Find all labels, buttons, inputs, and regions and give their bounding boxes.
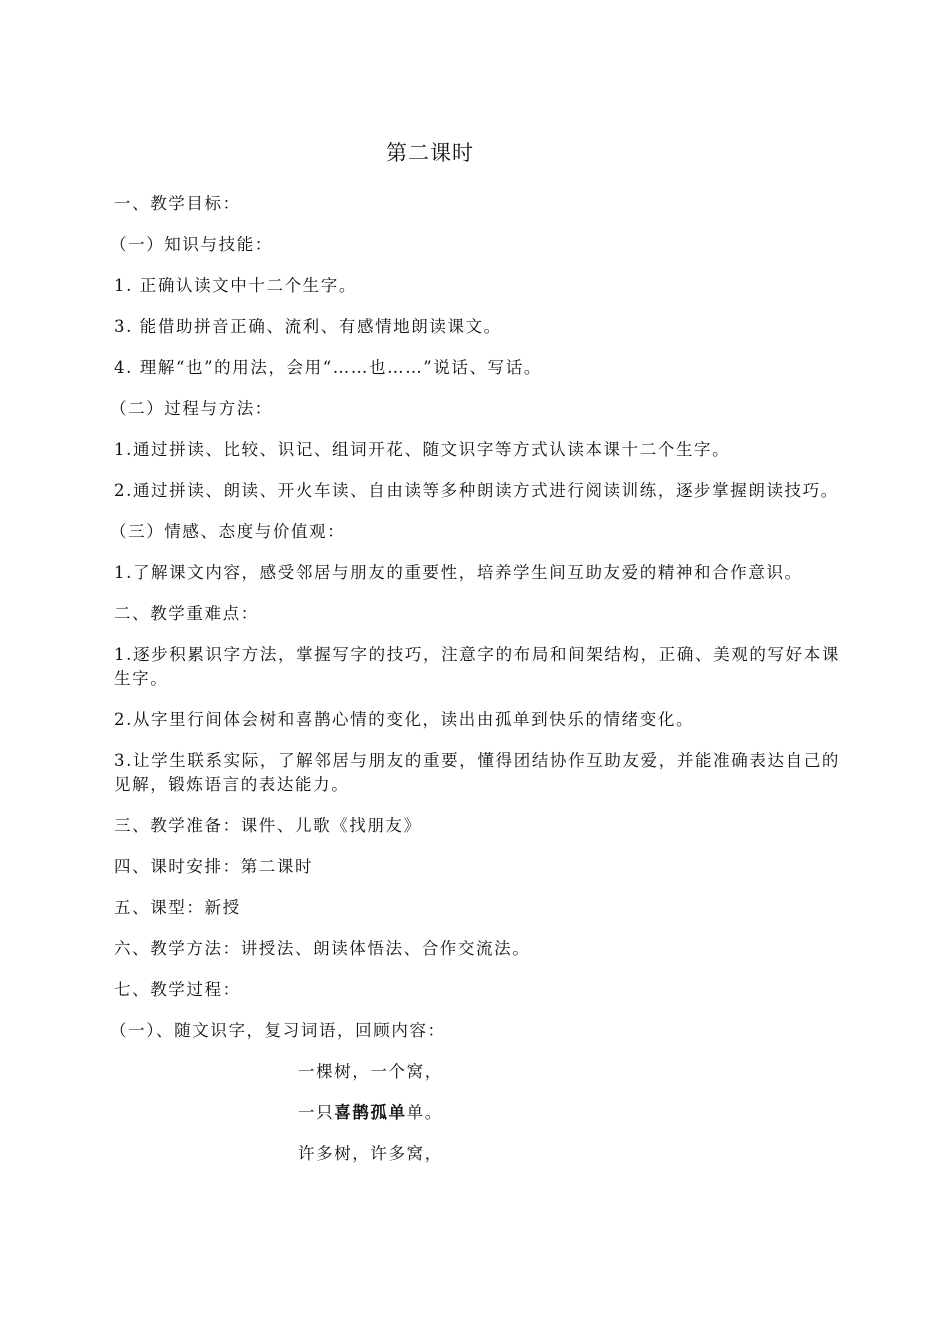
- process-item: 2.通过拼读、朗读、开火车读、自由读等多种朗读方式进行阅读训练，逐步掌握朗读技巧。: [114, 481, 839, 500]
- emotion-item: 1.了解课文内容，感受邻居与朋友的重要性，培养学生间互助友爱的精神和合作意识。: [114, 563, 803, 582]
- page-title: 第二课时: [386, 141, 474, 165]
- subsection-heading-process: （二）过程与方法：: [110, 399, 273, 418]
- key-point-item: 1.逐步积累识字方法，掌握写字的技巧，注意字的布局和间架结构，正确、美观的写好本课生字。: [114, 645, 840, 688]
- section-heading-preparation: 三、教学准备：课件、儿歌《找朋友》: [114, 816, 422, 835]
- key-point-item: 3.让学生联系实际，了解邻居与朋友的重要，懂得团结协作互助友爱，并能准确表达自己的见解，锻炼语言的表达能力。: [114, 751, 840, 794]
- poem-text: 单。: [406, 1103, 443, 1122]
- subsection-heading-review: （一）、随文识字，复习词语，回顾内容：: [110, 1021, 446, 1040]
- objective-item: 3. 能借助拼音正确、流利、有感情地朗读课文。: [114, 317, 502, 336]
- poem-line: 一棵树，一个窝，: [298, 1062, 443, 1081]
- section-heading-schedule: 四、课时安排：第二课时: [114, 857, 314, 876]
- objective-item: 1. 正确认读文中十二个生字。: [114, 276, 357, 295]
- poem-line: [298, 1101, 840, 1125]
- document-body: [110, 192, 840, 1183]
- section-heading-methods: 六、教学方法：讲授法、朗读体悟法、合作交流法。: [114, 939, 531, 958]
- poem-line: 许多树，许多窝，: [298, 1144, 443, 1163]
- subsection-heading-emotion: （三）情感、态度与价值观：: [110, 522, 346, 541]
- section-heading-lesson-type: 五、课型：新授: [114, 898, 241, 917]
- subsection-heading-knowledge: （一）知识与技能：: [110, 235, 273, 254]
- section-heading-key-points: 二、教学重难点：: [114, 604, 259, 623]
- section-heading-objectives: 一、教学目标：: [114, 194, 241, 213]
- poem-highlight-word: 喜鹊孤单: [334, 1103, 407, 1122]
- section-heading-process: 七、教学过程：: [114, 980, 241, 999]
- poem-text: 一只: [298, 1103, 335, 1122]
- process-item: 1.通过拼读、比较、识记、组词开花、随文识字等方式认读本课十二个生字。: [114, 440, 731, 459]
- key-point-item: 2.从字里行间体会树和喜鹊心情的变化，读出由孤单到快乐的情绪变化。: [114, 710, 695, 729]
- objective-item: 4. 理解“也”的用法，会用“……也……”说话、写话。: [114, 358, 542, 377]
